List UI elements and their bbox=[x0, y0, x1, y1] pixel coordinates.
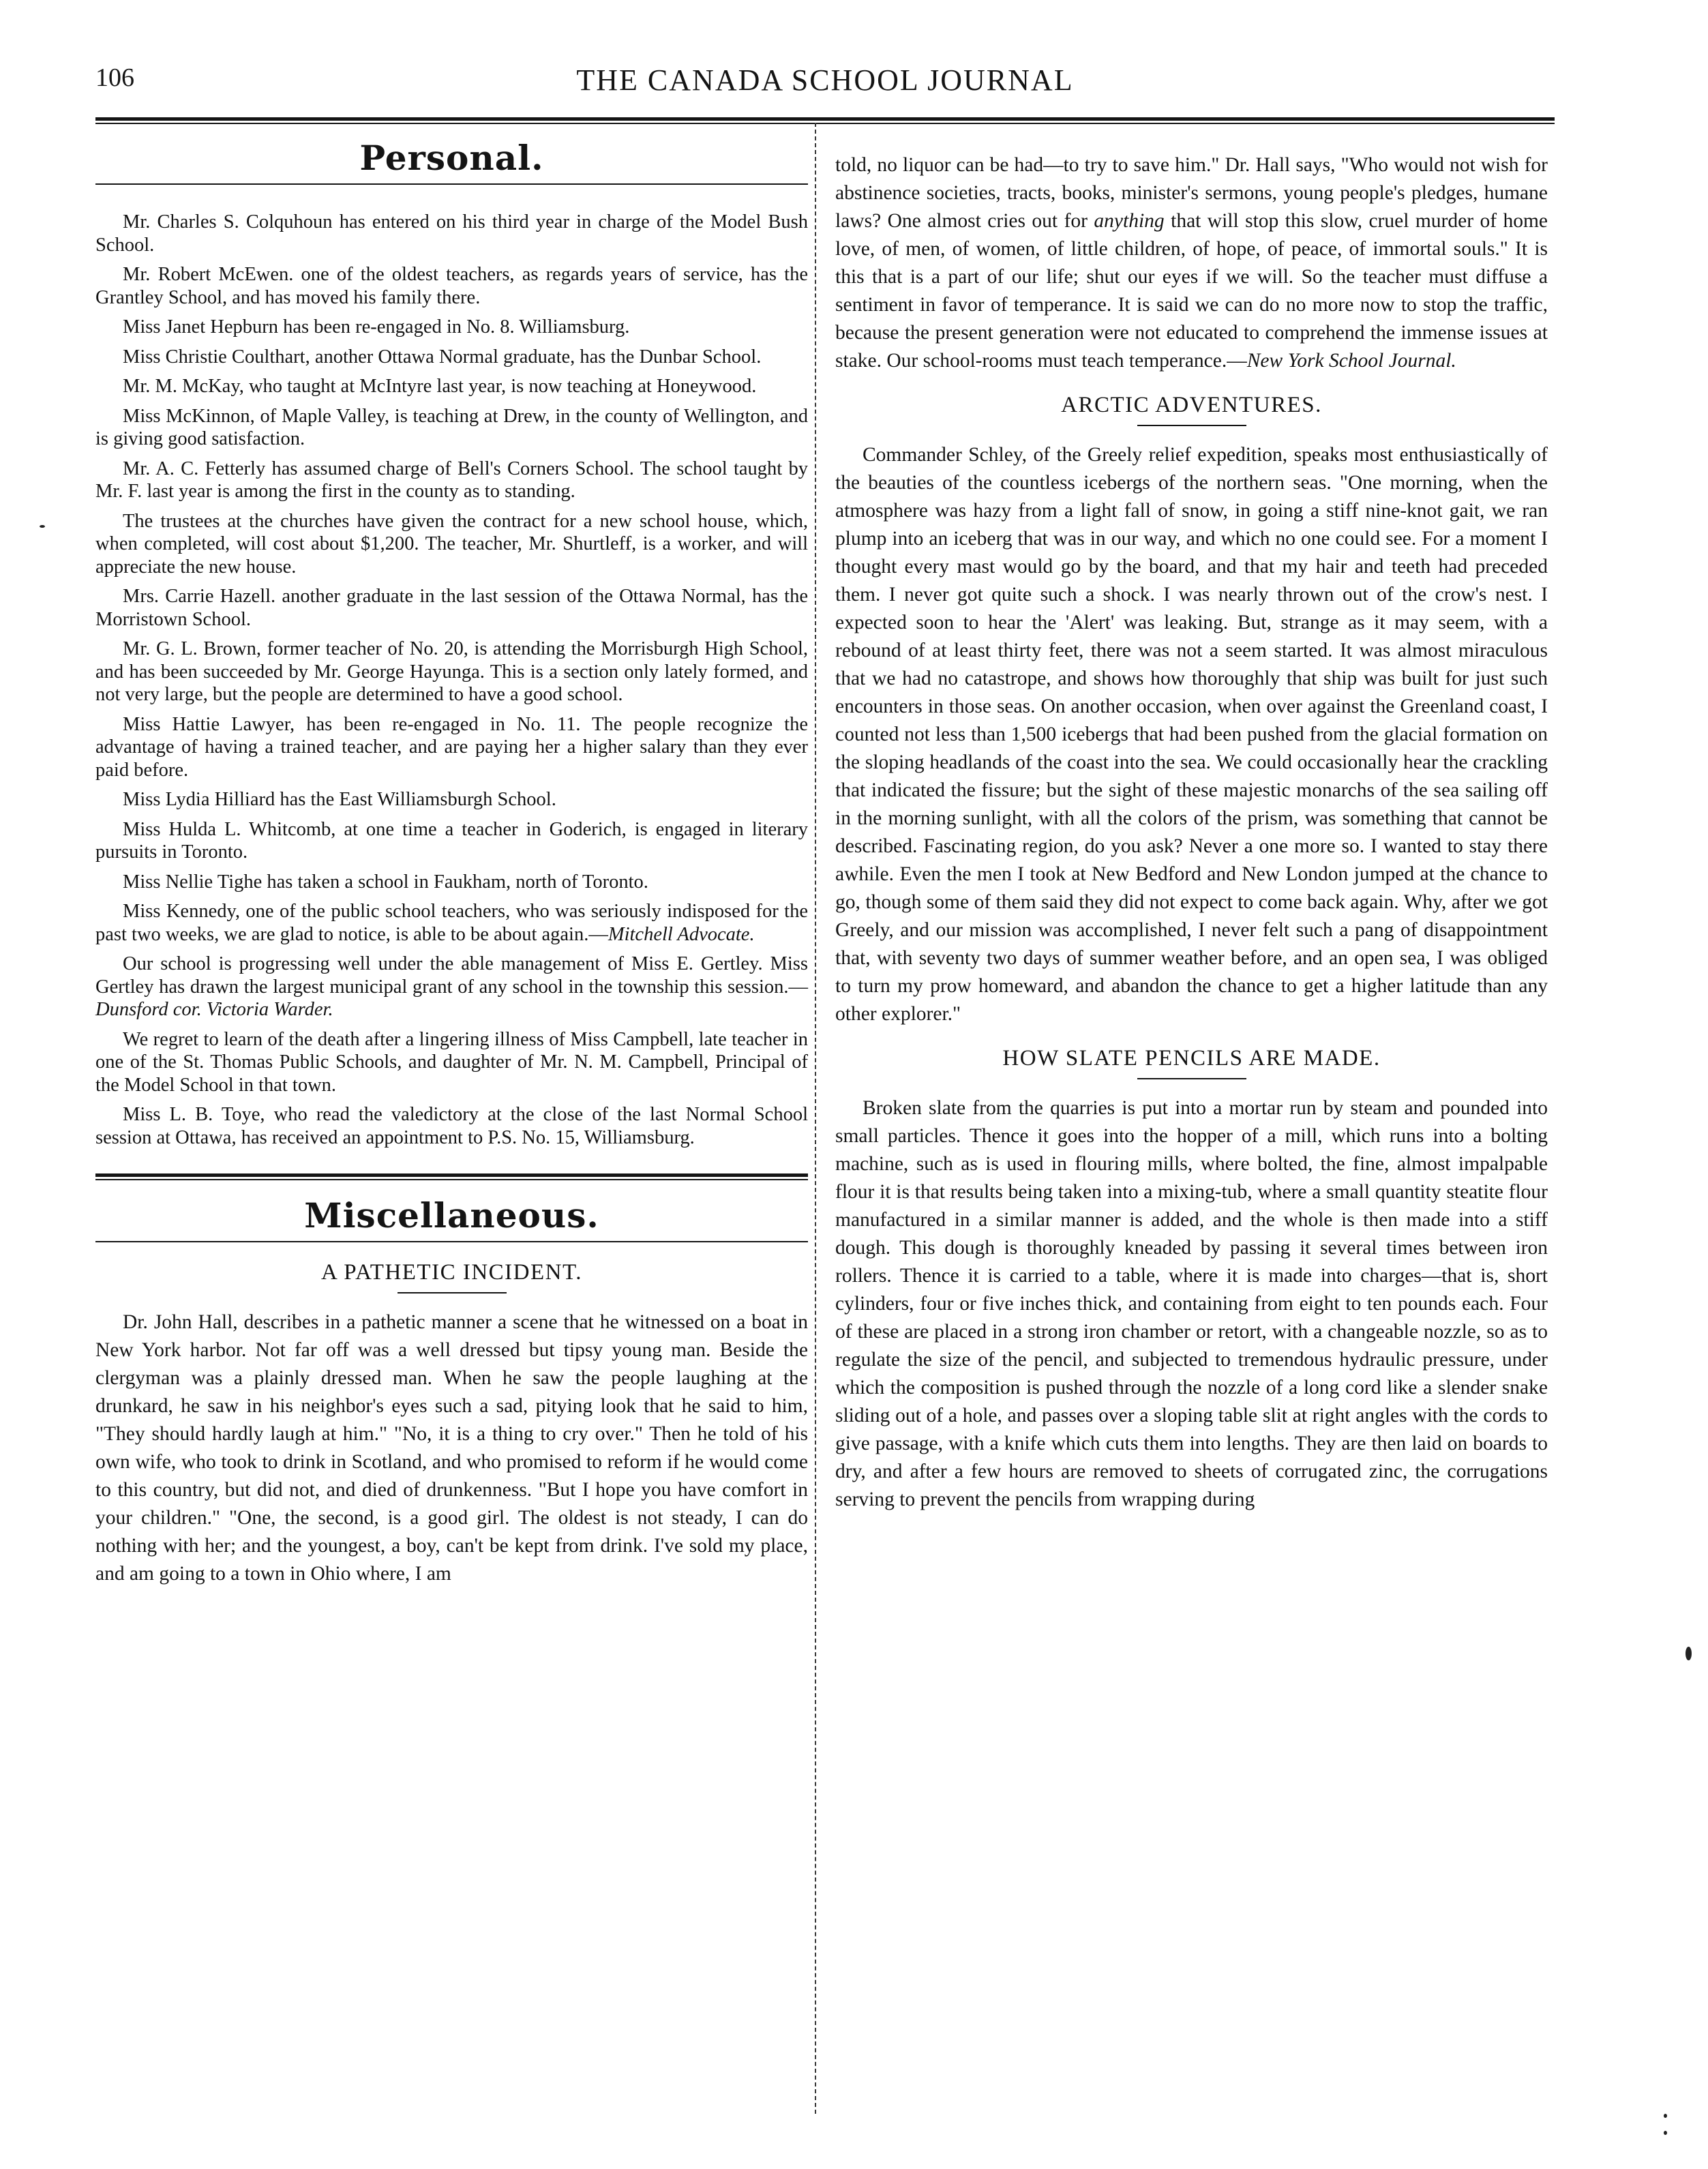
personal-item: Miss Lydia Hilliard has the East Williamsburgh School. bbox=[123, 789, 556, 810]
arctic-adventures-text: Commander Schley, of the Greely relief expedition, speaks most enthusiastically of the beauties of the countless icebergs of the northern seas. "One morning, when the atmosphere was hazy from a light fall of snow, in going a stiff nine-knot gait, we ran plump into an iceberg that was in our way, and which no one could see. For a moment I thought every mast would go by the board, and that my hair and teeth had preceded them. I never got quite such a shock. I was nearly thrown out of the crow's nest. I expected soon to hear the 'Alert' was leaking. But, strange as it may seem, with a rebound of at least thirty feet, there was not a seem started. It was almost miraculous that we had no catastrope, and shows how thoroughly that ship was built for just such encounters in those seas. On another occasion, when over against the Greenland coast, I counted not less than 1,500 icebergs that had been pushed from the glacial formation on the sloping headlands of the coast into the sea. We could occasionally hear the crackling that indicated the fissure; but the sight of these majestic monarchs of the sea sailing off in the morning sunlight, with all the colors of the prism, was something that cannot be described. Fascinating region, do you ask? Never a one more so. I wanted to stay there awhile. Even the men I took at New Bedford and New London jumped at the chance to go, though some of them said they did not expect to come back again. Why, after we got Greely, and our mission was accomplished, I never felt such a pang of disappointment that, with seventy two days of summer weather before, and an open sea, I was obliged to turn my prow homeward, and abandon the chance to get a higher latitude than any other explorer." bbox=[835, 444, 1548, 1025]
miscellaneous-heading: Miscellaneous. bbox=[304, 1195, 599, 1236]
personal-item: Miss McKinnon, of Maple Valley, is teaching at Drew, in the county of Wellington, and is giving good satisfaction. bbox=[95, 405, 808, 449]
personal-heading: Personal. bbox=[359, 138, 544, 178]
page-header bbox=[95, 63, 1555, 104]
left-column bbox=[95, 123, 808, 1588]
personal-item: Mr. Charles S. Colquhoun has entered on his third year in charge of the Model Bush School. bbox=[95, 211, 808, 256]
scan-mark bbox=[1664, 2114, 1667, 2118]
personal-item: Miss L. B. Toye, who read the valedictory at the close of the last Normal School session at Ottawa, has received an appointment to P.S. No. 15, Williamsburg. bbox=[95, 1104, 808, 1148]
personal-item: We regret to learn of the death after a lingering illness of Miss Campbell, late teacher in one of the St. Thomas Public Schools, and daughter of Mr. N. M. Campbell, Principal of the Model School in that town. bbox=[95, 1028, 808, 1096]
personal-item: Miss Hattie Lawyer, has been re-engaged in No. 11. The people recognize the advantage of having a trained teacher, and are paying her a higher salary than they ever paid before. bbox=[95, 713, 808, 781]
personal-item: Miss Hulda L. Whitcomb, at one time a teacher in Goderich, is engaged in literary pursuits in Toronto. bbox=[95, 818, 808, 863]
right-column bbox=[835, 123, 1548, 1514]
slate-pencils-text: Broken slate from the quarries is put into a mortar run by steam and pounded into small particles. Thence it goes into the hopper of a mill, which runs into a bolting machine, such as is used in flouring mills, where bolted, the fine, almost impalpable flour it is that results being taken into a mixing-tub, where a small quantity steatite flour manufactured in a similar manner is added, and the whole is then made into a stiff dough. This dough is thoroughly kneaded by passing it several times between iron rollers. Thence it is carried to a table, where it is made into charges—that is, short cylinders, four or five inches thick, and containing from eight to ten pounds each. Four of these are placed in a strong iron chamber or retort, with a changeable nozzle, so as to regulate the size of the pencil, and subjected to tremendous hydraulic pressure, under which the composition is pushed through the nozzle of a long cord like a slender snake sliding out of a hole, and passes over a sloping table slit at right angles with the cords to give passage, with a knife which cuts them into lengths. They are then laid on boards to dry, and after a few hours are removed to sheets of corrugated zinc, the corrugations serving to prevent the pencils from wrapping during bbox=[835, 1097, 1548, 1510]
personal-item: Mr. A. C. Fetterly has assumed charge of Bell's Corners School. The school taught by Mr. F. last year is among the first in the county as to standing. bbox=[95, 458, 808, 502]
personal-item: The trustees at the churches have given the contract for a new school house, which, when completed, will cost about $1,200. The teacher, Mr. Shurtleff, is a worker, and will appreciate the new house. bbox=[95, 510, 808, 578]
misc-rule bbox=[95, 1241, 808, 1242]
personal-closing-items bbox=[95, 1028, 808, 1150]
pathetic-source: New York School Journal. bbox=[1246, 350, 1456, 372]
personal-item: Miss Nellie Tighe has taken a school in Faukham, north of Toronto. bbox=[123, 871, 648, 893]
pathetic-incident-continued: told, no liquor can be had—to try to save him." Dr. Hall says, "Who would not wish for abstinence societies, tracts, books, minister's sermons, young people's pledges, humane laws? One almost cries out for anything that will stop this slow, cruel murder of home love, of men, of women, of little children, of hope, of peace, of immortal souls." It is this that is a part of our life; shut our eyes if we will. So the teacher must diffuse a sentiment in favor of temperance. It is said we can do no more now to stop the traffic, because the present generation were not educated to comprehend the immense issues at stake. Our school-rooms must teach temperance.—New York School Journal. bbox=[835, 154, 1548, 372]
personal-rule bbox=[95, 183, 808, 185]
kennedy-source: Mitchell Advocate. bbox=[608, 923, 755, 945]
pathetic-incident-title: A PATHETIC INCIDENT. bbox=[321, 1260, 582, 1285]
gertley-source: Dunsford cor. Victoria Warder. bbox=[95, 999, 333, 1020]
pathetic-incident-text: Dr. John Hall, describes in a pathetic manner a scene that he witnessed on a boat in New York harbor. Not far off was a well dressed but tipsy young man. Beside the clergyman was a plainly dressed man. When he saw the people laughing at the drunkard, he saw in his neighbor's eyes such a sad, pitying look that he said to him, "They should hardly laugh at him." "No, it is a thing to cry over." Then he told of his own wife, who took to drink in Scotland, and who promised to reform if he would come to this country, but did not, and died of drunkenness. "But I hope you have comfort in your children." "One, the second, is a good girl. The oldest is not steady, I can do nothing with her; and the youngest, a boy, can't be kept from drink. I've sold my place, and am going to a town in Ohio where, I am bbox=[95, 1311, 808, 1585]
pathetic-title-rule bbox=[398, 1292, 507, 1293]
arctic-title-rule bbox=[1137, 425, 1246, 426]
personal-item: Miss Christie Coulthart, another Ottawa Normal graduate, has the Dunbar School. bbox=[123, 346, 762, 368]
misc-rule-top bbox=[95, 1173, 808, 1180]
journal-title: THE CANADA SCHOOL JOURNAL bbox=[576, 63, 1074, 97]
personal-item: Mr. M. McKay, who taught at McIntyre last year, is now teaching at Honeywood. bbox=[123, 376, 757, 397]
slate-pencils-title: HOW SLATE PENCILS ARE MADE. bbox=[1002, 1046, 1381, 1071]
personal-item: Miss Janet Hepburn has been re-engaged in No. 8. Williamsburg. bbox=[123, 316, 630, 338]
arctic-adventures-title: ARCTIC ADVENTURES. bbox=[1061, 393, 1322, 417]
personal-item: Mr. G. L. Brown, former teacher of No. 20, is attending the Morrisburgh High School, and has been succeeded by Mr. George Hayunga. This is a section only lately formed, and not very large, but the people are determined to have a good school. bbox=[95, 638, 808, 705]
slate-title-rule bbox=[1137, 1078, 1246, 1079]
column-divider bbox=[815, 123, 816, 2114]
scan-mark bbox=[1685, 1647, 1692, 1660]
personal-item: Mrs. Carrie Hazell. another graduate in the last session of the Ottawa Normal, has the Morristown School. bbox=[95, 586, 808, 630]
page-number: 106 bbox=[95, 63, 134, 92]
scan-mark bbox=[40, 525, 45, 528]
emphasis-word: anything bbox=[1094, 210, 1165, 232]
personal-item: Mr. Robert McEwen. one of the oldest teachers, as regards years of service, has the Grantley School, and has moved his family there. bbox=[95, 264, 808, 308]
personal-item-gertley: Our school is progressing well under the able management of Miss E. Gertley. Miss Gertley has drawn the largest municipal grant of any school in the township this session.—Dunsford cor. Victoria Warder. bbox=[95, 953, 808, 1020]
personal-item-kennedy: Miss Kennedy, one of the public school teachers, who was seriously indisposed for the past two weeks, we are glad to notice, is able to be about again.—Mitchell Advocate. bbox=[95, 901, 808, 945]
scan-mark bbox=[1664, 2131, 1667, 2135]
personal-items bbox=[95, 211, 808, 893]
